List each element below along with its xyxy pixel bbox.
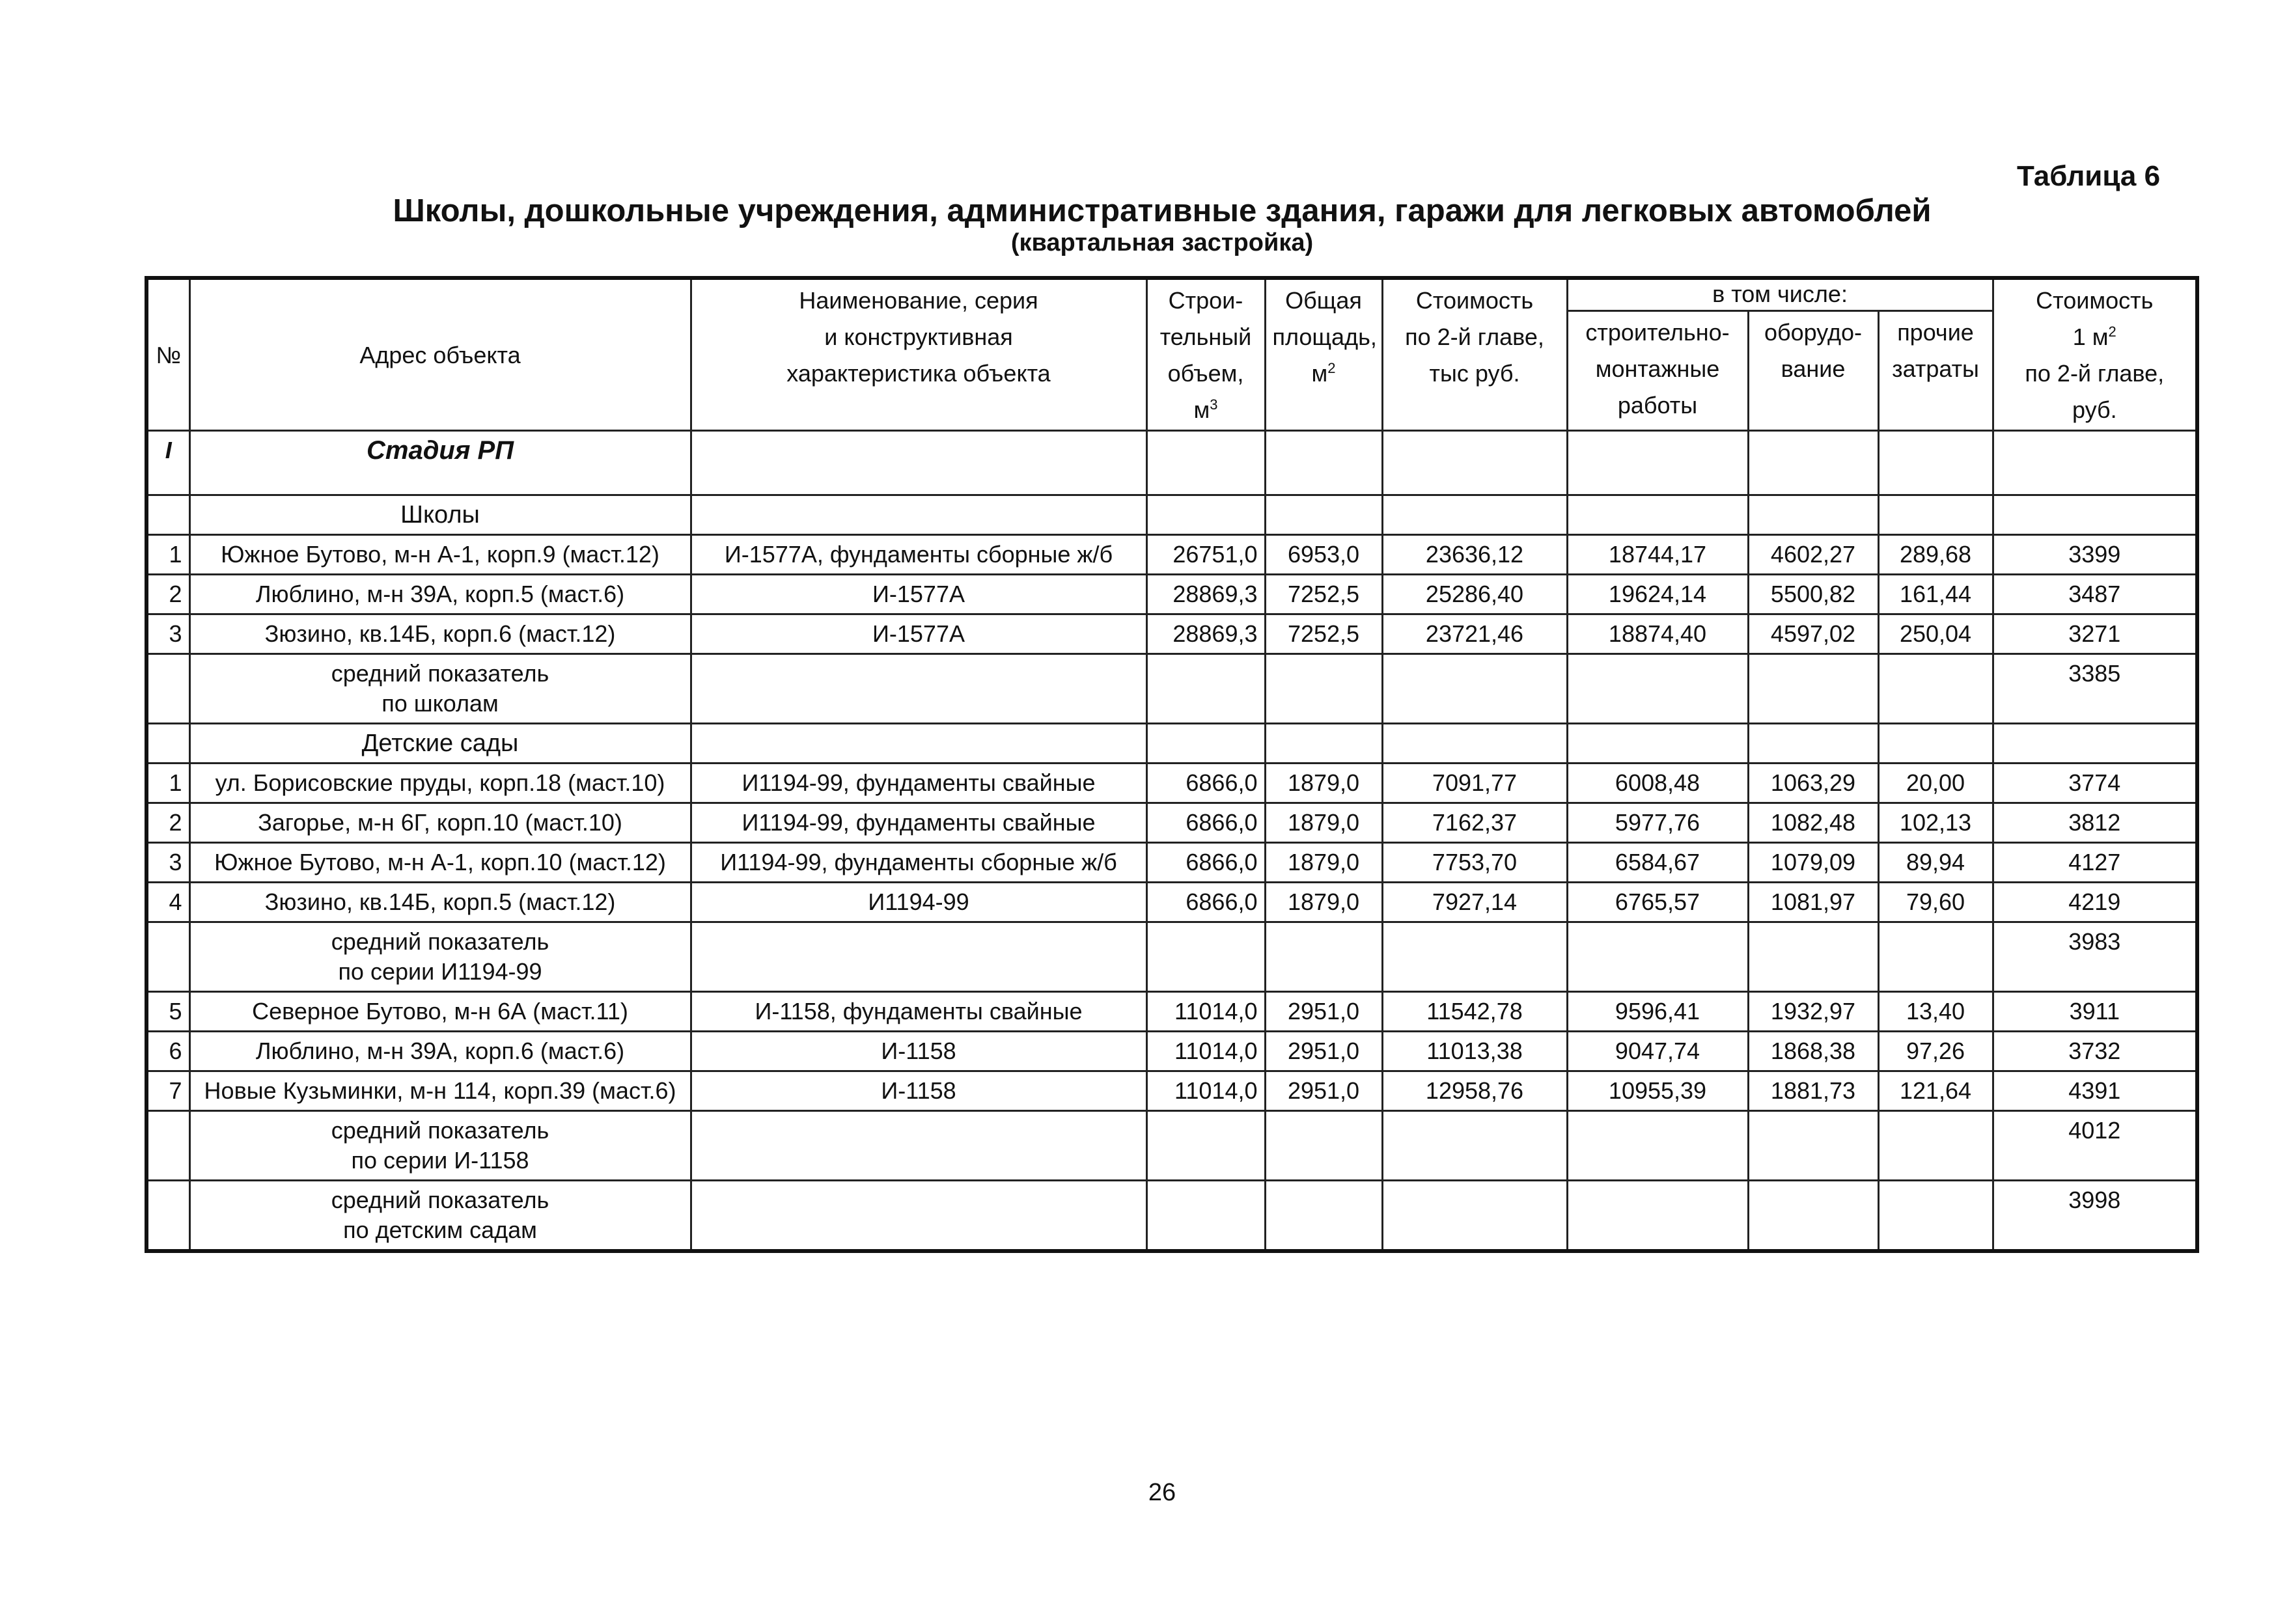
table-row bbox=[146, 843, 2197, 883]
row-num: 3 bbox=[146, 614, 189, 654]
row-num: 5 bbox=[146, 992, 189, 1032]
row-volume: 11014,0 bbox=[1146, 992, 1265, 1032]
row-name: И-1577А, фундаменты сборные ж/б bbox=[691, 535, 1146, 575]
row-smr: 9047,74 bbox=[1567, 1032, 1748, 1071]
row-equipment: 1082,48 bbox=[1748, 803, 1878, 843]
row-area: 7252,5 bbox=[1265, 575, 1382, 614]
row-smr: 19624,14 bbox=[1567, 575, 1748, 614]
table-row bbox=[146, 992, 2197, 1032]
schools-section bbox=[146, 495, 2197, 654]
row-name: И-1158 bbox=[691, 1071, 1146, 1111]
row-equipment: 1881,73 bbox=[1748, 1071, 1878, 1111]
row-volume: 6866,0 bbox=[1146, 803, 1265, 843]
row-other: 20,00 bbox=[1878, 764, 1993, 803]
row-address: Южное Бутово, м-н А-1, корп.9 (маст.12) bbox=[189, 535, 691, 575]
row-volume: 26751,0 bbox=[1146, 535, 1265, 575]
header-volume: Строи- тельный объем, $м^3$ bbox=[1146, 278, 1265, 431]
row-other: 289,68 bbox=[1878, 535, 1993, 575]
row-area: 1879,0 bbox=[1265, 764, 1382, 803]
schools-average-value: 3385 bbox=[1993, 654, 2197, 724]
document-title: Школы, дошкольные учреждения, административные здания, гаражи для легковых автомоблей bbox=[393, 193, 1932, 228]
row-unit-cost: 3487 bbox=[1993, 575, 2197, 614]
row-area: 7252,5 bbox=[1265, 614, 1382, 654]
row-unit-cost: 3911 bbox=[1993, 992, 2197, 1032]
header-unit-cost: Стоимость 1 $м^2$ по 2-й главе, руб. bbox=[1993, 278, 2197, 431]
cost-table bbox=[145, 276, 2199, 1253]
row-num: 2 bbox=[146, 575, 189, 614]
row-area: 2951,0 bbox=[1265, 1032, 1382, 1071]
table-header bbox=[146, 278, 2197, 431]
row-smr: 6765,57 bbox=[1567, 883, 1748, 922]
row-other: 250,04 bbox=[1878, 614, 1993, 654]
row-num: 7 bbox=[146, 1071, 189, 1111]
row-equipment: 1063,29 bbox=[1748, 764, 1878, 803]
row-unit-cost: 4391 bbox=[1993, 1071, 2197, 1111]
row-num: 1 bbox=[146, 764, 189, 803]
header-num: № bbox=[146, 278, 189, 431]
schools-average-label: средний показатель по школам bbox=[189, 654, 691, 724]
row-unit-cost: 3812 bbox=[1993, 803, 2197, 843]
row-equipment: 5500,82 bbox=[1748, 575, 1878, 614]
row-cost: 11542,78 bbox=[1382, 992, 1567, 1032]
row-unit-cost: 4127 bbox=[1993, 843, 2197, 883]
row-name: И1194-99, фундаменты свайные bbox=[691, 764, 1146, 803]
row-unit-cost: 4219 bbox=[1993, 883, 2197, 922]
row-volume: 28869,3 bbox=[1146, 575, 1265, 614]
row-smr: 6008,48 bbox=[1567, 764, 1748, 803]
row-name: И1194-99 bbox=[691, 883, 1146, 922]
table-label: Таблица 6 bbox=[2017, 160, 2161, 192]
row-equipment: 1932,97 bbox=[1748, 992, 1878, 1032]
kg-series-a-average-label: средний показатель по серии И1194-99 bbox=[189, 922, 691, 992]
header-name: Наименование, серия и конструктивная характеристика объекта bbox=[691, 278, 1146, 431]
row-cost: 7091,77 bbox=[1382, 764, 1567, 803]
row-equipment: 1868,38 bbox=[1748, 1032, 1878, 1071]
row-other: 121,64 bbox=[1878, 1071, 1993, 1111]
header-area: Общая площадь, $м^2$ bbox=[1265, 278, 1382, 431]
document-subtitle: (квартальная застройка) bbox=[1010, 229, 1314, 256]
row-name: И-1158 bbox=[691, 1032, 1146, 1071]
row-cost: 23636,12 bbox=[1382, 535, 1567, 575]
table-row bbox=[146, 803, 2197, 843]
row-equipment: 1081,97 bbox=[1748, 883, 1878, 922]
table-row bbox=[146, 764, 2197, 803]
row-unit-cost: 3774 bbox=[1993, 764, 2197, 803]
row-area: 1879,0 bbox=[1265, 883, 1382, 922]
header-smr: строительно- монтажные работы bbox=[1567, 310, 1748, 430]
row-num: 4 bbox=[146, 883, 189, 922]
row-other: 79,60 bbox=[1878, 883, 1993, 922]
row-name: И-1577А bbox=[691, 575, 1146, 614]
row-other: 97,26 bbox=[1878, 1032, 1993, 1071]
row-cost: 7162,37 bbox=[1382, 803, 1567, 843]
row-cost: 11013,38 bbox=[1382, 1032, 1567, 1071]
row-num: 6 bbox=[146, 1032, 189, 1071]
kg-total-average-label: средний показатель по детским садам bbox=[189, 1181, 691, 1252]
row-smr: 5977,76 bbox=[1567, 803, 1748, 843]
row-cost: 12958,76 bbox=[1382, 1071, 1567, 1111]
row-name: И1194-99, фундаменты свайные bbox=[691, 803, 1146, 843]
kg-series-a-average-value: 3983 bbox=[1993, 922, 2197, 992]
row-other: 161,44 bbox=[1878, 575, 1993, 614]
row-smr: 18874,40 bbox=[1567, 614, 1748, 654]
row-name: И1194-99, фундаменты сборные ж/б bbox=[691, 843, 1146, 883]
row-cost: 23721,46 bbox=[1382, 614, 1567, 654]
kindergartens-section bbox=[146, 724, 2197, 922]
row-other: 89,94 bbox=[1878, 843, 1993, 883]
row-equipment: 4602,27 bbox=[1748, 535, 1878, 575]
kg-series-b-average-value: 4012 bbox=[1993, 1111, 2197, 1181]
row-equipment: 4597,02 bbox=[1748, 614, 1878, 654]
row-address: Северное Бутово, м-н 6А (маст.11) bbox=[189, 992, 691, 1032]
kg-total-average-value: 3998 bbox=[1993, 1181, 2197, 1252]
row-area: 2951,0 bbox=[1265, 1071, 1382, 1111]
row-address: Новые Кузьминки, м-н 114, корп.39 (маст.6) bbox=[189, 1071, 691, 1111]
row-volume: 11014,0 bbox=[1146, 1071, 1265, 1111]
row-smr: 18744,17 bbox=[1567, 535, 1748, 575]
header-including: в том числе: bbox=[1567, 278, 1993, 310]
row-volume: 28869,3 bbox=[1146, 614, 1265, 654]
row-address: Зюзино, кв.14Б, корп.6 (маст.12) bbox=[189, 614, 691, 654]
header-cost: Стоимость по 2-й главе, тыс руб. bbox=[1382, 278, 1567, 431]
kg-averages bbox=[146, 1111, 2197, 1252]
row-area: 1879,0 bbox=[1265, 803, 1382, 843]
row-other: 13,40 bbox=[1878, 992, 1993, 1032]
row-smr: 9596,41 bbox=[1567, 992, 1748, 1032]
row-other: 102,13 bbox=[1878, 803, 1993, 843]
table-row bbox=[146, 1032, 2197, 1071]
row-cost: 7753,70 bbox=[1382, 843, 1567, 883]
row-address: Загорье, м-н 6Г, корп.10 (маст.10) bbox=[189, 803, 691, 843]
schools-title: Школы bbox=[189, 495, 691, 535]
row-volume: 6866,0 bbox=[1146, 764, 1265, 803]
row-smr: 6584,67 bbox=[1567, 843, 1748, 883]
row-area: 1879,0 bbox=[1265, 843, 1382, 883]
stage-num: I bbox=[146, 431, 189, 495]
row-volume: 6866,0 bbox=[1146, 843, 1265, 883]
row-num: 3 bbox=[146, 843, 189, 883]
table-row bbox=[146, 575, 2197, 614]
row-volume: 11014,0 bbox=[1146, 1032, 1265, 1071]
row-address: Зюзино, кв.14Б, корп.5 (маст.12) bbox=[189, 883, 691, 922]
stage-name: Стадия РП bbox=[189, 431, 691, 495]
kg-series-b-average-label: средний показатель по серии И-1158 bbox=[189, 1111, 691, 1181]
row-equipment: 1079,09 bbox=[1748, 843, 1878, 883]
kindergartens-title: Детские сады bbox=[189, 724, 691, 764]
kg-series-b-section bbox=[146, 992, 2197, 1111]
table-row bbox=[146, 535, 2197, 575]
table-row bbox=[146, 1071, 2197, 1111]
stage-section bbox=[146, 431, 2197, 495]
row-cost: 25286,40 bbox=[1382, 575, 1567, 614]
page-number: 26 bbox=[1148, 1479, 1176, 1506]
row-address: Люблино, м-н 39А, корп.5 (маст.6) bbox=[189, 575, 691, 614]
row-unit-cost: 3271 bbox=[1993, 614, 2197, 654]
row-area: 2951,0 bbox=[1265, 992, 1382, 1032]
table-row bbox=[146, 883, 2197, 922]
row-num: 1 bbox=[146, 535, 189, 575]
row-unit-cost: 3732 bbox=[1993, 1032, 2197, 1071]
table-row bbox=[146, 614, 2197, 654]
row-smr: 10955,39 bbox=[1567, 1071, 1748, 1111]
row-volume: 6866,0 bbox=[1146, 883, 1265, 922]
row-unit-cost: 3399 bbox=[1993, 535, 2197, 575]
row-cost: 7927,14 bbox=[1382, 883, 1567, 922]
row-area: 6953,0 bbox=[1265, 535, 1382, 575]
row-address: ул. Борисовские пруды, корп.18 (маст.10) bbox=[189, 764, 691, 803]
header-other: прочие затраты bbox=[1878, 310, 1993, 430]
row-address: Люблино, м-н 39А, корп.6 (маст.6) bbox=[189, 1032, 691, 1071]
header-equipment: оборудо- вание bbox=[1748, 310, 1878, 430]
kg-series-a-average bbox=[146, 922, 2197, 992]
schools-average bbox=[146, 654, 2197, 724]
header-address: Адрес объекта bbox=[189, 278, 691, 431]
row-name: И-1577А bbox=[691, 614, 1146, 654]
row-address: Южное Бутово, м-н А-1, корп.10 (маст.12) bbox=[189, 843, 691, 883]
row-name: И-1158, фундаменты свайные bbox=[691, 992, 1146, 1032]
row-num: 2 bbox=[146, 803, 189, 843]
